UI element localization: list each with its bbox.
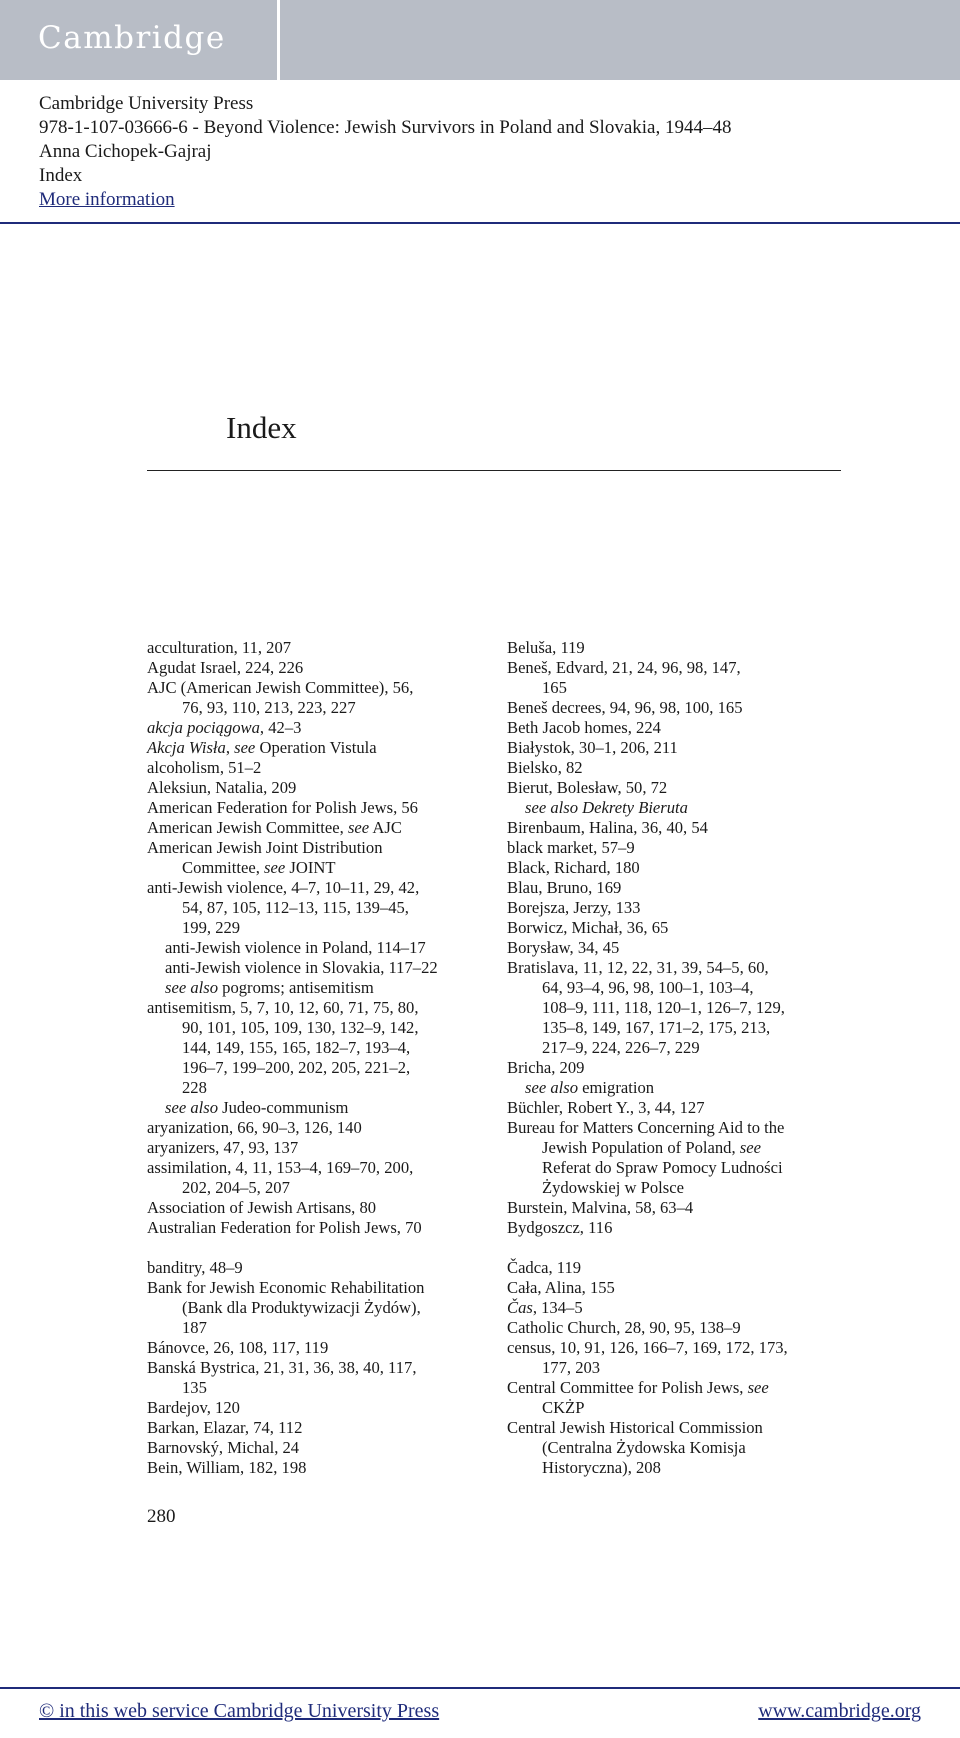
index-text: anti-Jewish violence in Poland, 114–17	[165, 938, 426, 957]
index-entry	[507, 1098, 897, 1118]
index-text: akcja pociągowa	[147, 718, 260, 737]
index-entry	[147, 1118, 537, 1138]
index-text: 76, 93, 110, 213, 223, 227	[182, 698, 356, 717]
index-entry	[507, 1118, 897, 1138]
index-text: Bánovce, 26, 108, 117, 119	[147, 1338, 329, 1357]
index-text: 90, 101, 105, 109, 130, 132–9, 142,	[182, 1018, 419, 1037]
index-entry	[507, 958, 897, 978]
index-text: Beneš decrees, 94, 96, 98, 100, 165	[507, 698, 743, 717]
index-entry	[507, 1218, 897, 1238]
index-text: (Centralna Żydowska Komisja	[542, 1438, 746, 1457]
index-entry-continuation	[507, 1038, 897, 1058]
index-text: Beneš, Edvard, 21, 24, 96, 98, 147,	[507, 658, 741, 677]
index-text: Historyczna), 208	[542, 1458, 661, 1477]
index-entry-continuation	[147, 1318, 537, 1338]
index-text: Białystok, 30–1, 206, 211	[507, 738, 678, 757]
index-entry	[147, 798, 537, 818]
index-entry	[507, 638, 897, 658]
index-text: see also	[165, 1098, 218, 1117]
page-number: 280	[147, 1506, 176, 1527]
index-entry-continuation	[147, 1298, 537, 1318]
index-entry	[147, 1258, 537, 1278]
index-entry	[147, 678, 537, 698]
index-entry	[147, 878, 537, 898]
index-text: see	[747, 1378, 769, 1397]
index-text: anti-Jewish violence, 4–7, 10–11, 29, 42,	[147, 878, 420, 897]
index-text: 217–9, 224, 226–7, 229	[542, 1038, 700, 1057]
index-text: 187	[182, 1318, 207, 1337]
index-text: AJC	[369, 818, 402, 837]
index-text: see	[347, 818, 370, 837]
author-name: Anna Cichopek-Gajraj	[39, 141, 212, 162]
index-text: anti-Jewish violence in Slovakia, 117–22	[165, 958, 438, 977]
index-entry-continuation	[147, 698, 537, 718]
index-entry-continuation	[507, 678, 897, 698]
index-entry-continuation	[507, 998, 897, 1018]
index-text: alcoholism, 51–2	[147, 758, 262, 777]
index-entry	[507, 738, 897, 758]
index-entry	[507, 658, 897, 678]
index-column-left	[147, 638, 537, 1478]
index-text: Büchler, Robert Y., 3, 44, 127	[507, 1098, 705, 1117]
index-entry-continuation	[507, 978, 897, 998]
index-text: acculturation, 11, 207	[147, 638, 292, 657]
index-entry	[507, 1418, 897, 1438]
index-text: Committee,	[182, 858, 265, 877]
index-subentry	[147, 958, 537, 978]
index-text: , 134–5	[532, 1298, 583, 1317]
index-entry	[507, 1338, 897, 1358]
index-entry	[147, 718, 537, 738]
index-text: 64, 93–4, 96, 98, 100–1, 103–4,	[542, 978, 754, 997]
index-text: 144, 149, 155, 165, 182–7, 193–4,	[182, 1038, 411, 1057]
index-entry	[147, 1358, 537, 1378]
publisher-name: Cambridge University Press	[39, 93, 254, 114]
index-entry	[147, 1418, 537, 1438]
index-text: Barkan, Elazar, 74, 112	[147, 1418, 303, 1437]
index-text: Borejsza, Jerzy, 133	[507, 898, 641, 917]
index-text: see also	[525, 1078, 578, 1097]
index-entry-continuation	[147, 1018, 537, 1038]
index-entry	[147, 1218, 537, 1238]
index-entry	[507, 1378, 897, 1398]
index-text: aryanization, 66, 90–3, 126, 140	[147, 1118, 362, 1137]
index-text: 135	[182, 1378, 207, 1397]
index-text: Central Jewish Historical Commission	[507, 1418, 763, 1437]
index-text: 202, 204–5, 207	[182, 1178, 290, 1197]
index-text: Bardejov, 120	[147, 1398, 240, 1417]
index-entry-continuation	[507, 1158, 897, 1178]
index-text: Bydgoszcz, 116	[507, 1218, 613, 1237]
index-text: 199, 229	[182, 918, 241, 937]
footer-divider	[0, 1687, 960, 1689]
index-entry-continuation	[507, 1138, 897, 1158]
index-text: see also	[165, 978, 218, 997]
index-entry	[507, 1258, 897, 1278]
index-entry-continuation	[147, 918, 537, 938]
index-text: see	[234, 738, 256, 757]
index-text: Banská Bystrica, 21, 31, 36, 38, 40, 117,	[147, 1358, 417, 1377]
index-entry	[507, 1278, 897, 1298]
book-title: 978-1-107-03666-6 - Beyond Violence: Jewish Survivors in Poland and Slovakia, 1944–48	[39, 117, 732, 138]
index-text: , 42–3	[259, 718, 302, 737]
index-entry	[507, 938, 897, 958]
index-subentry	[507, 1078, 897, 1098]
index-text: JOINT	[285, 858, 336, 877]
index-text: antisemitism, 5, 7, 10, 12, 60, 71, 75, 80,	[147, 998, 419, 1017]
index-text: Agudat Israel, 224, 226	[147, 658, 304, 677]
index-entry	[147, 1138, 537, 1158]
index-text: Beluša, 119	[507, 638, 585, 657]
index-entry-continuation	[147, 858, 537, 878]
index-text: Bierut, Bolesław, 50, 72	[507, 778, 668, 797]
index-entry	[147, 638, 537, 658]
header-banner	[0, 0, 960, 80]
index-text: black market, 57–9	[507, 838, 635, 857]
index-text: Bielsko, 82	[507, 758, 583, 777]
copyright-link[interactable]: © in this web service Cambridge University Press	[39, 1700, 440, 1722]
index-entry	[507, 898, 897, 918]
index-subentry	[147, 978, 537, 998]
index-entry	[147, 818, 537, 838]
banner-divider	[277, 0, 280, 80]
index-text: Catholic Church, 28, 90, 95, 138–9	[507, 1318, 741, 1337]
index-text: Judeo-communism	[218, 1098, 349, 1117]
index-text: aryanizers, 47, 93, 137	[147, 1138, 299, 1157]
index-text: Bureau for Matters Concerning Aid to the	[507, 1118, 785, 1137]
index-text: Bricha, 209	[507, 1058, 585, 1077]
index-text: CKŻP	[542, 1398, 585, 1417]
index-entry-continuation	[507, 1458, 897, 1478]
index-entry-continuation	[507, 1018, 897, 1038]
header-divider	[0, 222, 960, 224]
index-entry-continuation	[147, 1038, 537, 1058]
index-entry-continuation	[147, 898, 537, 918]
index-entry-continuation	[147, 1378, 537, 1398]
website-link[interactable]: www.cambridge.org	[758, 1700, 921, 1722]
index-text: American Jewish Joint Distribution	[147, 838, 383, 857]
more-information-link[interactable]: More information	[39, 189, 175, 210]
index-subentry	[147, 1098, 537, 1118]
index-text: ,	[225, 738, 235, 757]
index-text: Borwicz, Michał, 36, 65	[507, 918, 669, 937]
index-entry	[507, 818, 897, 838]
index-text: Bratislava, 11, 12, 22, 31, 39, 54–5, 60,	[507, 958, 769, 977]
index-text: Bank for Jewish Economic Rehabilitation	[147, 1278, 425, 1297]
index-text: 135–8, 149, 167, 171–2, 175, 213,	[542, 1018, 771, 1037]
index-text: Čadca, 119	[507, 1258, 582, 1277]
index-text: see	[264, 858, 286, 877]
index-entry	[147, 758, 537, 778]
section-name: Index	[39, 165, 83, 186]
index-entry	[147, 738, 537, 758]
index-entry	[507, 758, 897, 778]
index-text: Čas	[507, 1298, 533, 1317]
index-text: emigration	[578, 1078, 655, 1097]
index-entry-continuation	[507, 1358, 897, 1378]
index-text: 177, 203	[542, 1358, 601, 1377]
index-text: Beth Jacob homes, 224	[507, 718, 661, 737]
index-text: Cała, Alina, 155	[507, 1278, 615, 1297]
index-text: Żydowskiej w Polsce	[542, 1178, 684, 1197]
index-text: Central Committee for Polish Jews,	[507, 1378, 748, 1397]
index-entry	[147, 998, 537, 1018]
index-entry	[147, 1458, 537, 1478]
index-text: Australian Federation for Polish Jews, 70	[147, 1218, 422, 1237]
index-text: Blau, Bruno, 169	[507, 878, 622, 897]
index-text: 54, 87, 105, 112–13, 115, 139–45,	[182, 898, 409, 917]
index-text: American Jewish Committee,	[147, 818, 348, 837]
index-entry	[147, 1438, 537, 1458]
index-entry	[507, 1058, 897, 1078]
index-text: Akcja Wisła	[147, 738, 226, 757]
index-text: Bein, William, 182, 198	[147, 1458, 307, 1477]
index-text: Jewish Population of Poland,	[542, 1138, 740, 1157]
index-text: assimilation, 4, 11, 153–4, 169–70, 200,	[147, 1158, 414, 1177]
index-entry	[507, 718, 897, 738]
index-entry-continuation	[147, 1058, 537, 1078]
index-entry	[507, 1298, 897, 1318]
book-info	[39, 92, 731, 212]
index-text: 165	[542, 678, 567, 697]
index-entry	[507, 1198, 897, 1218]
index-text: Barnovský, Michal, 24	[147, 1438, 300, 1457]
index-text: Birenbaum, Halina, 36, 40, 54	[507, 818, 708, 837]
index-entry-continuation	[147, 1078, 537, 1098]
index-text: census, 10, 91, 126, 166–7, 169, 172, 173,	[507, 1338, 788, 1357]
index-column-right	[507, 638, 897, 1478]
index-entry	[147, 1278, 537, 1298]
index-entry-continuation	[507, 1398, 897, 1418]
index-entry	[147, 778, 537, 798]
index-entry	[147, 1158, 537, 1178]
index-entry	[147, 1198, 537, 1218]
index-text: 108–9, 111, 118, 120–1, 126–7, 129,	[542, 998, 785, 1017]
index-text: pogroms; antisemitism	[218, 978, 374, 997]
index-text: see also Dekrety Bieruta	[525, 798, 688, 817]
index-entry	[507, 1318, 897, 1338]
index-entry	[507, 698, 897, 718]
index-text: Aleksiun, Natalia, 209	[147, 778, 297, 797]
index-text: Burstein, Malvina, 58, 63–4	[507, 1198, 694, 1217]
index-entry-continuation	[147, 1178, 537, 1198]
index-subentry	[507, 798, 897, 818]
index-text: banditry, 48–9	[147, 1258, 243, 1277]
letter-group-gap	[507, 1238, 897, 1258]
index-text: see	[739, 1138, 761, 1157]
index-text: American Federation for Polish Jews, 56	[147, 798, 418, 817]
index-entry-continuation	[507, 1438, 897, 1458]
index-text: AJC (American Jewish Committee), 56,	[147, 678, 414, 697]
index-text: (Bank dla Produktywizacji Żydów),	[182, 1298, 421, 1317]
index-text: 196–7, 199–200, 202, 205, 221–2,	[182, 1058, 411, 1077]
index-entry	[147, 658, 537, 678]
index-text: Borysław, 34, 45	[507, 938, 620, 957]
cambridge-logo: Cambridge	[38, 20, 226, 56]
index-text: Association of Jewish Artisans, 80	[147, 1198, 377, 1217]
index-subentry	[147, 938, 537, 958]
index-text: 228	[182, 1078, 207, 1097]
index-entry	[147, 1338, 537, 1358]
letter-group-gap	[147, 1238, 537, 1258]
index-entry	[507, 778, 897, 798]
index-entry	[507, 878, 897, 898]
page-title: Index	[226, 410, 297, 445]
index-entry	[507, 858, 897, 878]
title-divider	[147, 470, 841, 471]
index-text: Operation Vistula	[255, 738, 377, 757]
index-text: Referat do Spraw Pomocy Ludności	[542, 1158, 783, 1177]
index-entry	[147, 838, 537, 858]
index-entry	[507, 918, 897, 938]
index-entry	[507, 838, 897, 858]
index-text: Black, Richard, 180	[507, 858, 640, 877]
index-entry	[147, 1398, 537, 1418]
index-entry-continuation	[507, 1178, 897, 1198]
